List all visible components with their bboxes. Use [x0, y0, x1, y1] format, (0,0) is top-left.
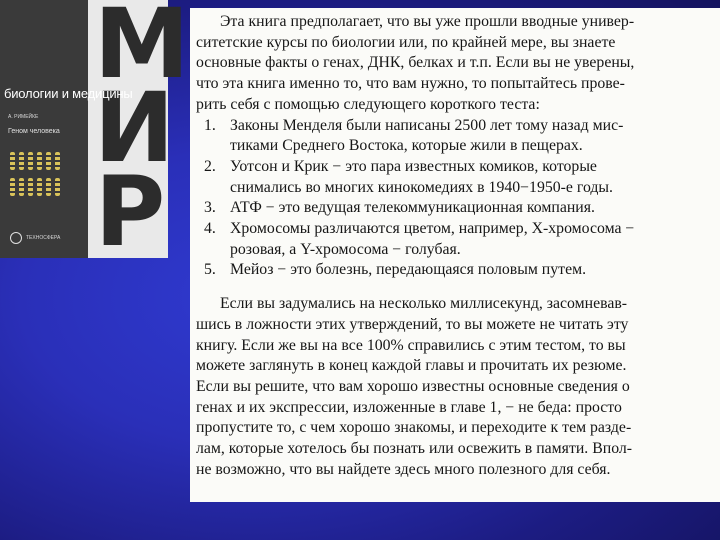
page-scan	[190, 8, 720, 502]
closing-line: пропустите то, с чем хорошо знакомы, и переходите к тем разде-	[196, 419, 632, 437]
item-line: розовая, а Y-хромосома − голубая.	[230, 240, 461, 258]
cover-letter-i: И	[94, 72, 175, 184]
item-line: АТФ − это ведущая телекоммуникационная компания.	[230, 199, 595, 217]
intro-line: ситетские курсы по биологии или, по крайней мере, вы знаете	[196, 33, 616, 51]
paragraph-spacer	[196, 281, 720, 294]
list-item	[196, 157, 720, 198]
closing-line: Если вы решите, что вам хорошо известны основные сведения о	[196, 377, 630, 395]
item-line: тиками Среднего Востока, которые жили в пещерах.	[230, 137, 583, 155]
cover-letter-r: Р	[94, 156, 166, 268]
item-number: 5.	[204, 261, 216, 279]
closing-line: генах и их экспрессии, изложенные в главе 1, − не беда: просто	[196, 398, 622, 416]
closing-line: книгу. Если же вы на все 100% справились с этим тестом, то вы	[196, 336, 626, 354]
intro-line: что эта книга именно то, что вам нужно, то попытайтесь прове-	[196, 75, 625, 93]
cover-letter-m: М	[94, 0, 190, 100]
quiz-list	[196, 116, 720, 282]
item-number: 3.	[204, 199, 216, 217]
chromosome-illustration	[10, 152, 60, 204]
list-item	[196, 219, 720, 260]
item-line: снимались во многих кинокомедиях в 1940−1950-е годы.	[230, 178, 613, 196]
closing-line: не возможно, что вы найдете здесь много полезного для себя.	[196, 460, 611, 478]
closing-line: Если вы задумались на несколько миллисекунд, засомневав-	[220, 295, 628, 313]
intro-line: рить себя с помощью следующего короткого теста:	[196, 95, 540, 113]
item-number: 2.	[204, 157, 216, 175]
closing-line: лам, которые хотелось бы познать или освежить в памяти. Впол-	[196, 440, 633, 458]
item-line: Хромосомы различаются цветом, например, X-хромосома −	[230, 220, 635, 238]
item-line: Законы Менделя были написаны 2500 лет тому назад мис-	[230, 116, 624, 134]
book-cover	[0, 0, 190, 268]
cover-publisher: ТЕХНОСФЕРА	[26, 235, 61, 241]
item-number: 4.	[204, 220, 216, 238]
cover-series-letters	[88, 0, 190, 268]
item-line: Уотсон и Крик − это пара известных комиков, которые	[230, 157, 597, 175]
cover-author: А. РИМЕЙКЕ	[8, 114, 39, 120]
list-item	[196, 116, 720, 157]
item-line: Мейоз − это болезнь, передающаяся половым путем.	[230, 261, 587, 279]
list-item	[196, 198, 720, 219]
publisher-logo-icon	[10, 232, 22, 244]
intro-paragraph	[196, 12, 720, 116]
closing-line: можете заглянуть в конец каждой главы и прочитать их резюме.	[196, 357, 627, 375]
item-number: 1.	[204, 116, 216, 134]
cover-title: биологии и медицины	[4, 86, 133, 101]
cover-book-title: Геном человека	[8, 128, 60, 135]
closing-paragraph	[196, 294, 720, 480]
intro-line: основные факты о генах, ДНК, белках и т.п. Если вы не уверены,	[196, 54, 635, 72]
intro-line: Эта книга предполагает, что вы уже прошли вводные универ-	[220, 13, 635, 30]
list-item	[196, 260, 720, 281]
closing-line: шись в ложности этих утверждений, то вы можете не читать эту	[196, 315, 629, 333]
